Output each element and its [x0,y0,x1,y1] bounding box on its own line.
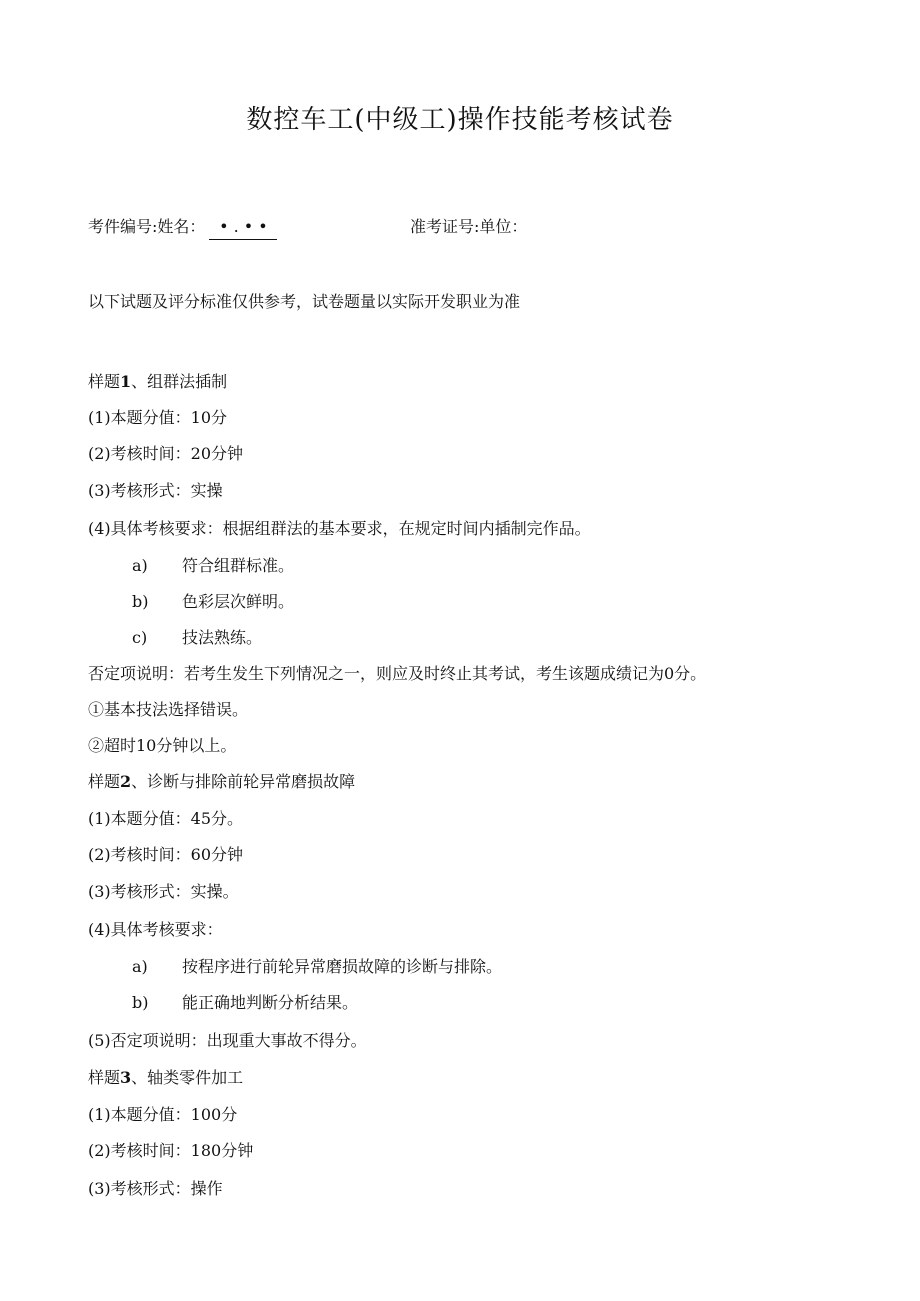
q1-sub-c: c) 技法熟练。 [132,628,263,647]
q1-veto: 否定项说明：若考生发生下列情况之一，则应及时终止其考试，考生该题成绩记为0分。 [88,664,707,683]
page-title: 数控车工(中级工)操作技能考核试卷 [246,105,674,135]
q2-sub-a: a) 按程序进行前轮异常磨损故障的诊断与排除。 [132,957,503,976]
q1-item-2: (2)考核时间：20分钟 [88,444,244,463]
name-blank: • . • • [209,215,277,240]
q2-heading: 样题2、诊断与排除前轮异常磨损故障 [88,772,356,791]
q2-item-2: (2)考核时间：60分钟 [88,845,244,864]
q1-sub-b: b) 色彩层次鲜明。 [132,592,295,611]
q1-item-1: (1)本题分值：10分 [88,408,228,427]
exam-id-name-label: 考件编号:姓名： [88,217,206,236]
q1-sub-a: a) 符合组群标准。 [132,556,295,575]
header-left [88,215,277,240]
q1-veto-item-2: ②超时10分钟以上。 [88,736,237,755]
q3-heading: 样题3、轴类零件加工 [88,1068,244,1087]
q1-item-3: (3)考核形式：实操 [88,481,223,500]
admission-unit-label: 准考证号:单位： [410,217,528,236]
q1-veto-item-1: ①基本技法选择错误。 [88,700,249,719]
q1-item-4: (4)具体考核要求：根据组群法的基本要求，在规定时间内插制完作品。 [88,519,591,538]
q2-item-4: (4)具体考核要求： [88,920,223,939]
q3-item-3: (3)考核形式：操作 [88,1179,223,1198]
q3-item-2: (2)考核时间：180分钟 [88,1141,254,1160]
q1-heading: 样题1、组群法插制 [88,372,228,391]
q2-item-3: (3)考核形式：实操。 [88,882,239,901]
q2-sub-b: b) 能正确地判断分析结果。 [132,993,359,1012]
q3-item-1: (1)本题分值：100分 [88,1105,238,1124]
notice-text: 以下试题及评分标准仅供参考，试卷题量以实际开发职业为准 [88,292,521,311]
q2-item-1: (1)本题分值：45分。 [88,809,244,828]
q2-veto: (5)否定项说明：出现重大事故不得分。 [88,1031,367,1050]
